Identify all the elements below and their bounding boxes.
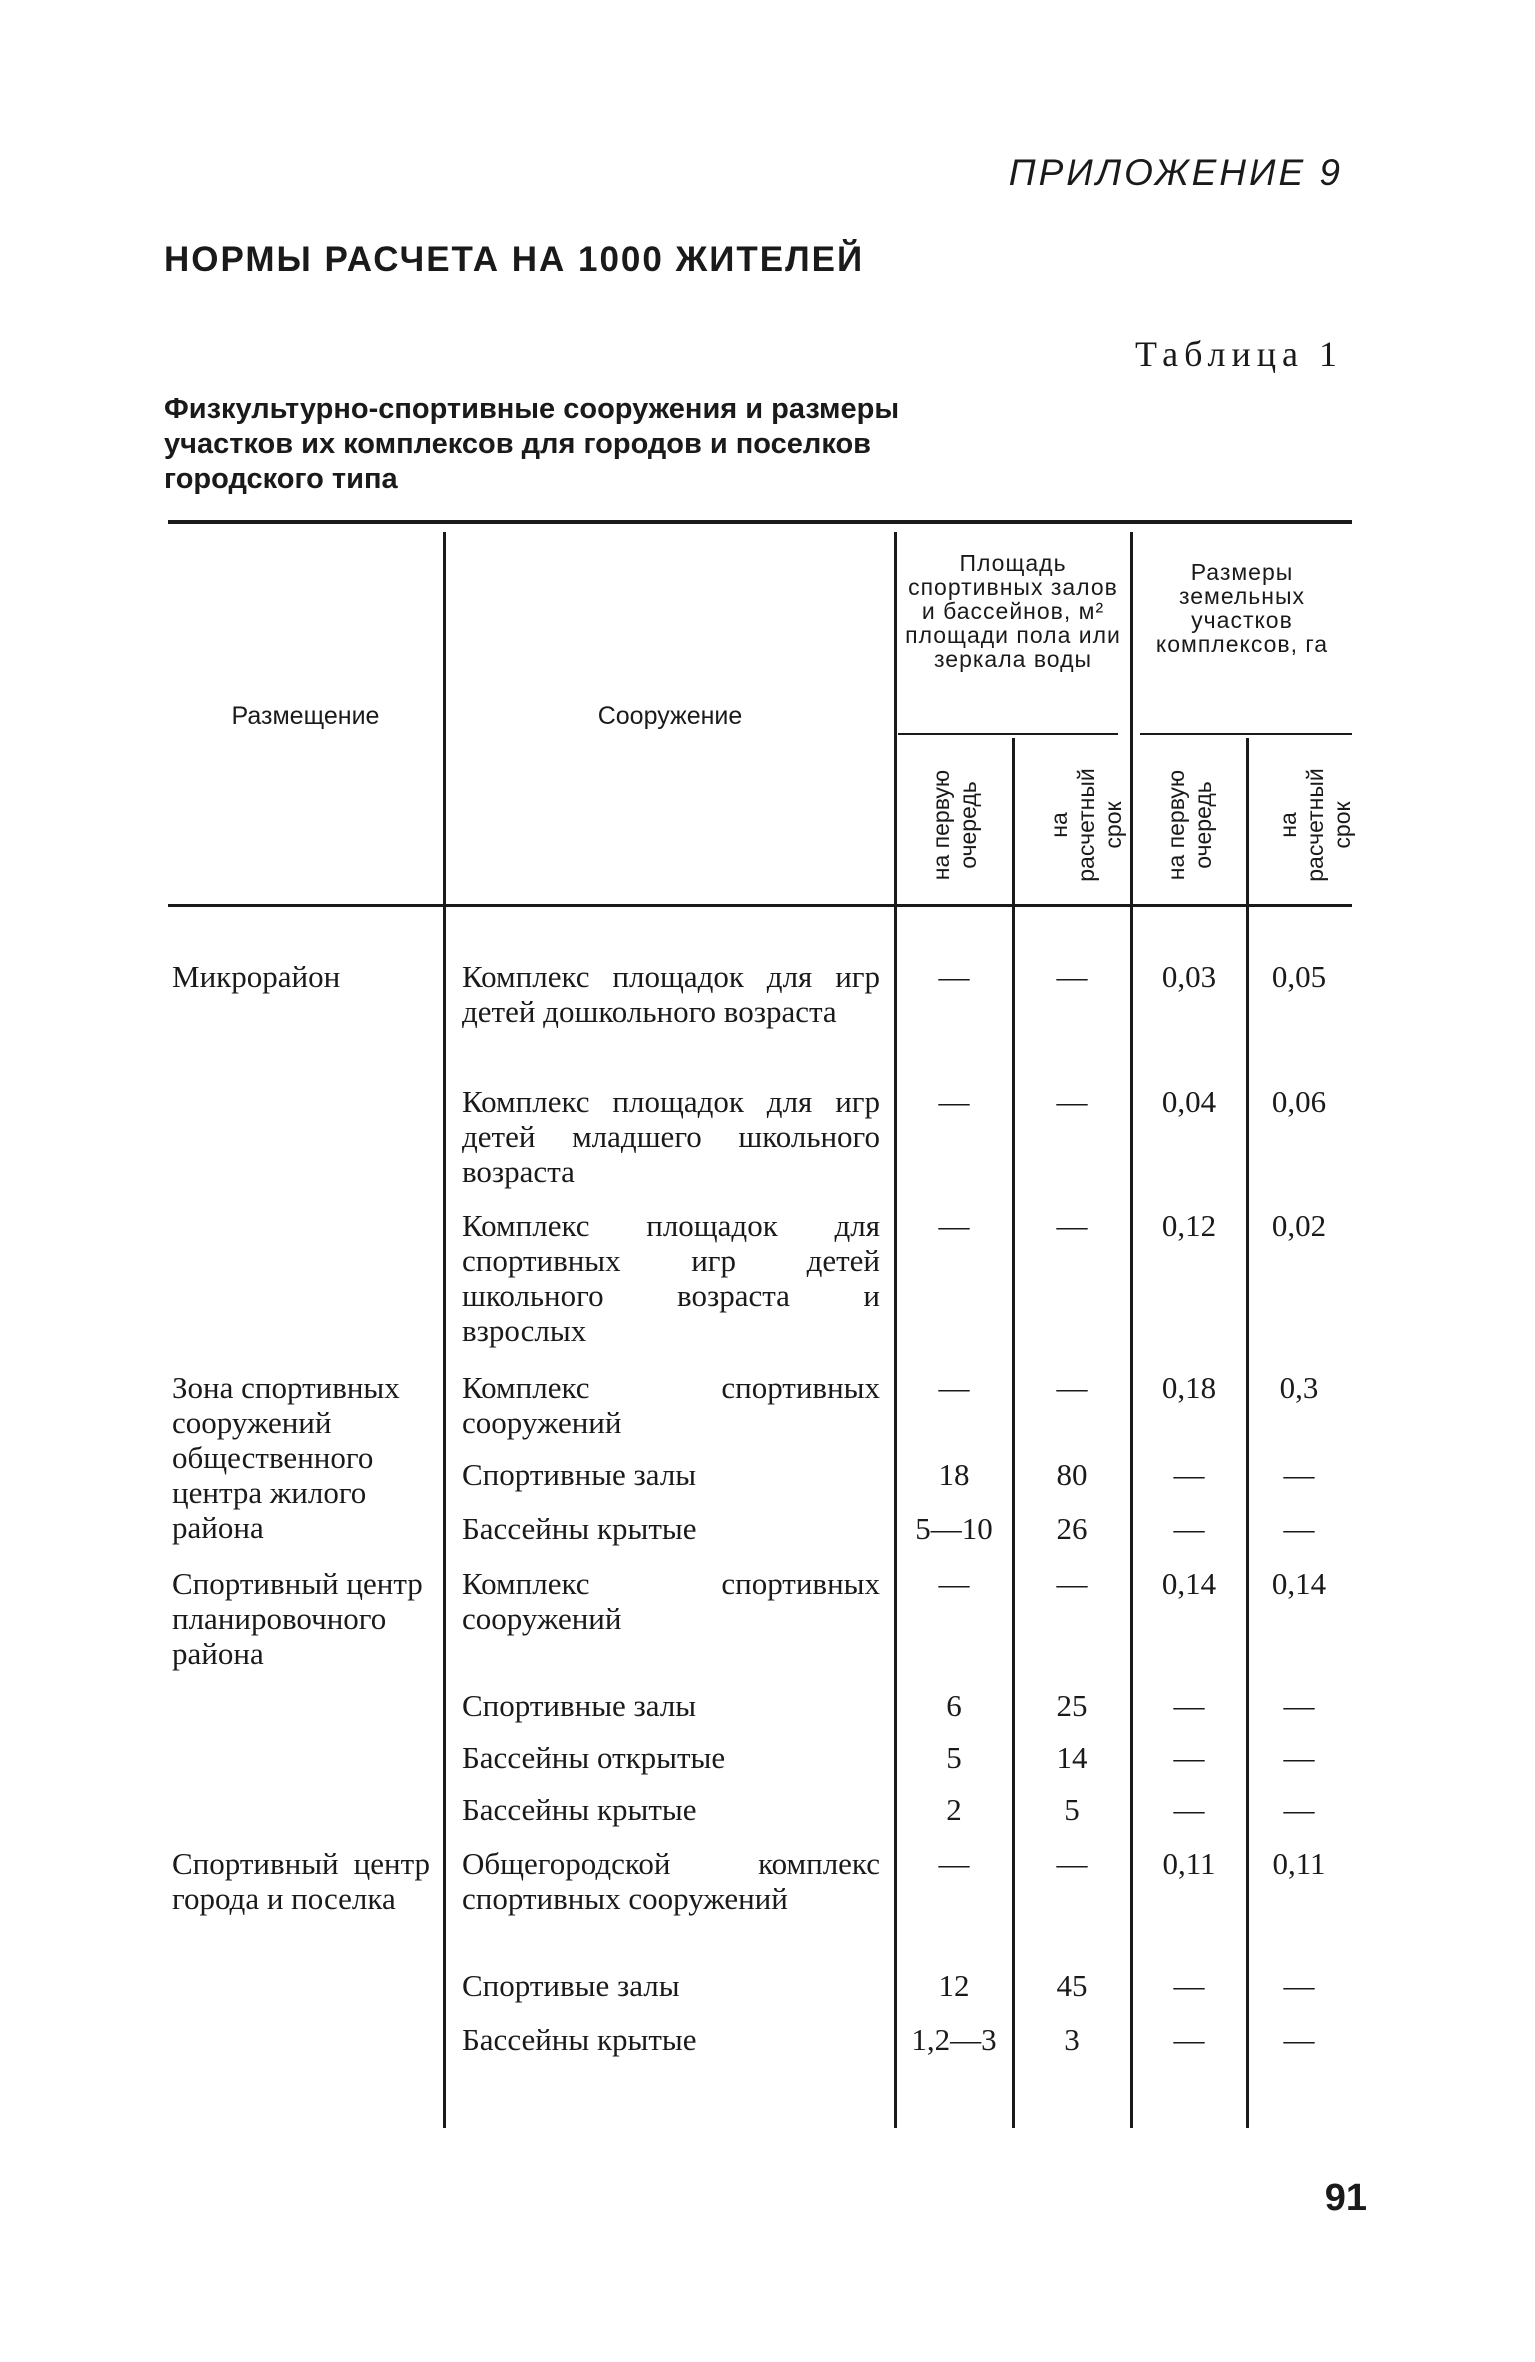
land-first-cell: — [1173, 1968, 1205, 2003]
land-design-cell: — [1283, 1968, 1315, 2003]
header-land-group: Размеры земельных участков комплексов, га [1155, 559, 1329, 657]
area-design-cell: 25 [1056, 1688, 1088, 1723]
land-first-cell: — [1173, 1792, 1205, 1827]
area-design-cell: 26 [1056, 1511, 1088, 1546]
area-design-cell: 80 [1056, 1457, 1088, 1492]
area-first-cell: 12 [938, 1968, 970, 2003]
header-land-first-stage: на первую очередь [1163, 769, 1216, 881]
col-divider-1 [443, 532, 446, 2128]
land-design-cell: — [1283, 1688, 1315, 1723]
placement-cell: Спортивный центр города и поселка [172, 1846, 430, 1916]
area-design-cell: 14 [1056, 1740, 1088, 1775]
facility-cell: Бассейны крытые [462, 1792, 697, 1827]
land-design-cell: 0,14 [1271, 1566, 1327, 1601]
facility-cell: Комплекс площадок для игр детей дошкольного возраста [462, 959, 880, 1029]
area-first-cell: 6 [946, 1688, 962, 1723]
land-design-cell: — [1283, 1792, 1315, 1827]
land-design-cell: 0,11 [1272, 1846, 1326, 1881]
area-design-cell: — [1056, 1846, 1088, 1881]
land-design-cell: — [1283, 1511, 1315, 1546]
area-design-cell: — [1056, 959, 1088, 994]
area-first-cell: 1,2—3 [911, 2022, 997, 2057]
facility-cell: Спортивные залы [462, 1688, 697, 1723]
area-design-cell: 45 [1056, 1968, 1088, 2003]
facility-cell: Бассейны открытые [462, 1740, 726, 1775]
facility-cell: Бассейны крытые [462, 1511, 697, 1546]
area-first-cell: — [938, 1208, 970, 1243]
col-divider-2 [894, 532, 897, 2128]
area-first-cell: 2 [946, 1792, 962, 1827]
land-design-cell: 0,05 [1271, 959, 1327, 994]
facility-cell: Комплекс спортивных сооружений [462, 1566, 880, 1636]
table-top-rule [168, 520, 1352, 524]
land-first-cell: — [1173, 1457, 1205, 1492]
header-area-design-period: на расчетный срок [1046, 768, 1126, 882]
land-design-cell: — [1283, 2022, 1315, 2057]
area-first-cell: — [938, 1566, 970, 1601]
land-first-cell: 0,03 [1161, 959, 1217, 994]
land-first-cell: 0,11 [1162, 1846, 1216, 1881]
area-first-cell: — [938, 1084, 970, 1119]
land-first-cell: — [1173, 1740, 1205, 1775]
area-design-cell: — [1056, 1566, 1088, 1601]
placement-cell: Спортивный центр планировочного района [172, 1566, 423, 1671]
header-bottom-rule [168, 904, 1352, 907]
land-design-cell: — [1283, 1457, 1315, 1492]
area-first-cell: — [938, 959, 970, 994]
facility-cell: Комплекс площадок для игр детей младшего школьного возраста [462, 1084, 880, 1189]
facility-cell: Комплекс спортивных сооружений [462, 1370, 880, 1440]
facility-cell: Бассейны крытые [462, 2022, 697, 2057]
area-first-cell: 5 [946, 1740, 962, 1775]
land-design-cell: 0,3 [1279, 1370, 1319, 1405]
table-label: Таблица 1 [1135, 334, 1343, 374]
facility-cell: Комплекс площадок для спортивных игр детей школьного возраста и взрослых [462, 1208, 880, 1348]
page-title: НОРМЫ РАСЧЕТА НА 1000 ЖИТЕЛЕЙ [164, 240, 865, 279]
header-placement: Размещение [231, 702, 380, 730]
header-area-first-stage: на первую очередь [928, 769, 981, 881]
land-first-cell: 0,12 [1161, 1208, 1217, 1243]
land-group-rule [1140, 733, 1352, 735]
area-design-cell: 3 [1064, 2022, 1080, 2057]
area-first-cell: 5—10 [915, 1511, 993, 1546]
area-first-cell: — [938, 1846, 970, 1881]
land-first-cell: — [1173, 2022, 1205, 2057]
facility-cell: Спортивные залы [462, 1457, 697, 1492]
placement-cell: Микрорайон [172, 959, 341, 994]
page-number: 91 [1324, 2177, 1367, 2219]
header-area-group: Площадь спортивных залов и бассейнов, м² площади пола или зеркала воды [905, 550, 1121, 672]
header-facility: Сооружение [597, 702, 743, 730]
area-design-cell: 5 [1064, 1792, 1080, 1827]
area-first-cell: — [938, 1370, 970, 1405]
land-design-cell: 0,02 [1271, 1208, 1327, 1243]
area-design-cell: — [1056, 1208, 1088, 1243]
area-design-cell: — [1056, 1084, 1088, 1119]
facility-cell: Общегородской комплекс спортивных сооружений [462, 1846, 880, 1916]
land-first-cell: 0,14 [1161, 1566, 1217, 1601]
land-first-cell: — [1173, 1688, 1205, 1723]
area-first-cell: 18 [938, 1457, 970, 1492]
placement-cell: Зона спортивных сооружений общественного центра жилого района [172, 1370, 400, 1545]
header-land-design-period: на расчетный срок [1275, 768, 1355, 882]
land-first-cell: 0,04 [1161, 1084, 1217, 1119]
land-design-cell: 0,06 [1271, 1084, 1327, 1119]
area-design-cell: — [1056, 1370, 1088, 1405]
table-caption: Физкультурно-спортивные сооружения и размеры участков их комплексов для городов и поселков городского типа [164, 393, 900, 495]
land-first-cell: — [1173, 1511, 1205, 1546]
land-first-cell: 0,18 [1161, 1370, 1217, 1405]
col-divider-5 [1246, 738, 1249, 2128]
facility-cell: Спортивые залы [462, 1968, 680, 2003]
col-divider-3 [1012, 738, 1015, 2128]
area-group-rule [898, 733, 1118, 735]
appendix-label: ПРИЛОЖЕНИЕ 9 [1008, 152, 1343, 193]
land-design-cell: — [1283, 1740, 1315, 1775]
col-divider-4 [1130, 532, 1133, 2128]
